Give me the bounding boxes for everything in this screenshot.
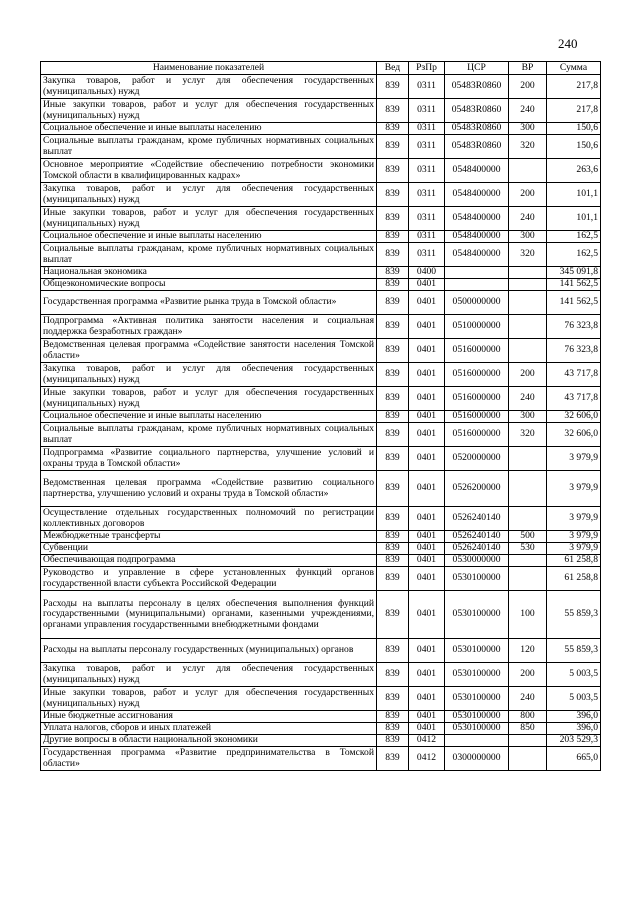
cell-sum: 55 859,3 [547, 639, 601, 663]
cell-rzpr: 0311 [409, 123, 445, 135]
cell-rzpr: 0401 [409, 531, 445, 543]
table-row [41, 543, 601, 555]
cell-sum: 101,1 [547, 183, 601, 207]
cell-name: Иные закупки товаров, работ и услуг для обеспечения государственных (муниципальных) нужд [41, 387, 377, 411]
cell-rzpr: 0401 [409, 411, 445, 423]
cell-ved: 839 [377, 207, 409, 231]
table-row [41, 291, 601, 315]
cell-csr: 0516000000 [445, 411, 509, 423]
cell-csr: 0516000000 [445, 339, 509, 363]
cell-name: Социальное обеспечение и иные выплаты населению [41, 411, 377, 423]
table-row [41, 183, 601, 207]
table-row [41, 267, 601, 279]
cell-vr: 300 [509, 231, 547, 243]
cell-name: Закупка товаров, работ и услуг для обеспечения государственных (муниципальных) нужд [41, 75, 377, 99]
cell-rzpr: 0311 [409, 99, 445, 123]
cell-vr [509, 471, 547, 507]
cell-sum: 396,0 [547, 723, 601, 735]
cell-sum: 61 258,8 [547, 567, 601, 591]
cell-rzpr: 0401 [409, 507, 445, 531]
cell-ved: 839 [377, 183, 409, 207]
cell-sum: 5 003,5 [547, 687, 601, 711]
cell-ved: 839 [377, 567, 409, 591]
cell-csr [445, 735, 509, 747]
cell-name: Общеэкономические вопросы [41, 279, 377, 291]
cell-ved: 839 [377, 387, 409, 411]
cell-vr: 320 [509, 135, 547, 159]
table-row [41, 207, 601, 231]
cell-sum: 150,6 [547, 135, 601, 159]
cell-name: Государственная программа «Развитие предпринимательства в Томской области» [41, 747, 377, 771]
cell-name: Государственная программа «Развитие рынка труда в Томской области» [41, 291, 377, 315]
header-sum: Сумма [547, 62, 601, 75]
cell-ved: 839 [377, 591, 409, 639]
cell-csr: 0516000000 [445, 387, 509, 411]
cell-name: Ведомственная целевая программа «Содействие развитию социального партнерства, улучшению условий и охраны труда в Томской области» [41, 471, 377, 507]
cell-sum: 141 562,5 [547, 291, 601, 315]
cell-name: Субвенции [41, 543, 377, 555]
cell-sum: 61 258,8 [547, 555, 601, 567]
cell-csr: 0526200000 [445, 471, 509, 507]
cell-ved: 839 [377, 747, 409, 771]
cell-rzpr: 0401 [409, 471, 445, 507]
cell-name: Социальные выплаты гражданам, кроме публичных нормативных социальных выплат [41, 423, 377, 447]
cell-sum: 665,0 [547, 747, 601, 771]
cell-vr: 800 [509, 711, 547, 723]
table-row [41, 711, 601, 723]
cell-csr: 0548400000 [445, 183, 509, 207]
cell-vr: 320 [509, 423, 547, 447]
cell-csr: 0530100000 [445, 711, 509, 723]
cell-ved: 839 [377, 687, 409, 711]
cell-rzpr: 0311 [409, 135, 445, 159]
page-number: 240 [558, 36, 578, 51]
cell-rzpr: 0412 [409, 735, 445, 747]
cell-sum: 141 562,5 [547, 279, 601, 291]
cell-rzpr: 0401 [409, 687, 445, 711]
cell-name: Социальные выплаты гражданам, кроме публичных нормативных социальных выплат [41, 135, 377, 159]
cell-ved: 839 [377, 159, 409, 183]
table-row [41, 387, 601, 411]
cell-ved: 839 [377, 543, 409, 555]
cell-sum: 76 323,8 [547, 315, 601, 339]
cell-ved: 839 [377, 231, 409, 243]
cell-name: Уплата налогов, сборов и иных платежей [41, 723, 377, 735]
cell-csr: 0548400000 [445, 243, 509, 267]
cell-vr [509, 507, 547, 531]
cell-sum: 263,6 [547, 159, 601, 183]
cell-vr: 320 [509, 243, 547, 267]
cell-vr [509, 291, 547, 315]
cell-sum: 76 323,8 [547, 339, 601, 363]
cell-csr: 0530100000 [445, 639, 509, 663]
cell-csr: 0530100000 [445, 723, 509, 735]
table-row [41, 231, 601, 243]
cell-sum: 32 606,0 [547, 411, 601, 423]
table-row [41, 663, 601, 687]
cell-rzpr: 0401 [409, 567, 445, 591]
cell-sum: 217,8 [547, 99, 601, 123]
cell-rzpr: 0400 [409, 267, 445, 279]
cell-sum: 162,5 [547, 243, 601, 267]
table-row [41, 555, 601, 567]
cell-sum: 5 003,5 [547, 663, 601, 687]
cell-vr [509, 735, 547, 747]
cell-name: Руководство и управление в сфере установленных функций органов государственной власти субъекта Российской Федерации [41, 567, 377, 591]
cell-vr [509, 315, 547, 339]
cell-sum: 43 717,8 [547, 363, 601, 387]
table-row [41, 507, 601, 531]
cell-ved: 839 [377, 639, 409, 663]
cell-ved: 839 [377, 735, 409, 747]
cell-ved: 839 [377, 423, 409, 447]
cell-rzpr: 0311 [409, 243, 445, 267]
table-body [41, 75, 601, 771]
cell-vr [509, 339, 547, 363]
cell-sum: 3 979,9 [547, 471, 601, 507]
cell-rzpr: 0401 [409, 555, 445, 567]
cell-ved: 839 [377, 507, 409, 531]
cell-vr: 240 [509, 207, 547, 231]
cell-sum: 43 717,8 [547, 387, 601, 411]
table-row [41, 363, 601, 387]
cell-name: Ведомственная целевая программа «Содействие занятости населения Томской области» [41, 339, 377, 363]
cell-vr [509, 267, 547, 279]
table-row [41, 447, 601, 471]
cell-sum: 3 979,9 [547, 507, 601, 531]
cell-csr: 05483R0860 [445, 135, 509, 159]
header-csr: ЦСР [445, 62, 509, 75]
cell-name: Осуществление отдельных государственных полномочий по регистрации коллективных договоров [41, 507, 377, 531]
cell-ved: 839 [377, 339, 409, 363]
cell-vr: 300 [509, 123, 547, 135]
cell-vr: 300 [509, 411, 547, 423]
cell-ved: 839 [377, 411, 409, 423]
cell-csr: 0500000000 [445, 291, 509, 315]
cell-csr: 0548400000 [445, 207, 509, 231]
cell-vr: 200 [509, 183, 547, 207]
cell-vr: 100 [509, 591, 547, 639]
cell-sum: 32 606,0 [547, 423, 601, 447]
cell-csr: 0526240140 [445, 507, 509, 531]
cell-rzpr: 0401 [409, 387, 445, 411]
table-row [41, 567, 601, 591]
table-row [41, 723, 601, 735]
cell-ved: 839 [377, 711, 409, 723]
cell-sum: 101,1 [547, 207, 601, 231]
cell-name: Социальное обеспечение и иные выплаты населению [41, 123, 377, 135]
cell-rzpr: 0311 [409, 75, 445, 99]
header-vr: ВР [509, 62, 547, 75]
cell-csr: 05483R0860 [445, 123, 509, 135]
cell-csr: 0530100000 [445, 567, 509, 591]
cell-csr: 05483R0860 [445, 99, 509, 123]
table-row [41, 75, 601, 99]
cell-ved: 839 [377, 279, 409, 291]
cell-ved: 839 [377, 363, 409, 387]
table-row [41, 123, 601, 135]
cell-sum: 345 091,8 [547, 267, 601, 279]
cell-csr: 0530000000 [445, 555, 509, 567]
cell-ved: 839 [377, 267, 409, 279]
cell-rzpr: 0401 [409, 423, 445, 447]
table-row [41, 639, 601, 663]
cell-rzpr: 0311 [409, 207, 445, 231]
cell-sum: 396,0 [547, 711, 601, 723]
cell-name: Иные закупки товаров, работ и услуг для обеспечения государственных (муниципальных) нужд [41, 207, 377, 231]
cell-vr: 500 [509, 531, 547, 543]
budget-table [40, 61, 601, 771]
cell-rzpr: 0401 [409, 543, 445, 555]
cell-ved: 839 [377, 135, 409, 159]
table-row [41, 99, 601, 123]
table-row [41, 423, 601, 447]
cell-vr: 850 [509, 723, 547, 735]
cell-rzpr: 0401 [409, 663, 445, 687]
cell-name: Подпрограмма «Развитие социального партнерства, улучшение условий и охраны труда в Томской области» [41, 447, 377, 471]
cell-csr: 0530100000 [445, 687, 509, 711]
cell-vr [509, 747, 547, 771]
cell-ved: 839 [377, 555, 409, 567]
table-row [41, 243, 601, 267]
cell-name: Социальное обеспечение и иные выплаты населению [41, 231, 377, 243]
cell-name: Основное мероприятие «Содействие обеспечению потребности экономики Томской области в квалифицированных кадрах» [41, 159, 377, 183]
cell-csr: 0548400000 [445, 231, 509, 243]
table-row [41, 339, 601, 363]
cell-vr: 200 [509, 75, 547, 99]
cell-vr: 200 [509, 363, 547, 387]
table-row [41, 135, 601, 159]
cell-csr: 0300000000 [445, 747, 509, 771]
cell-rzpr: 0401 [409, 639, 445, 663]
cell-vr [509, 555, 547, 567]
cell-sum: 162,5 [547, 231, 601, 243]
cell-vr: 240 [509, 99, 547, 123]
cell-csr: 0516000000 [445, 363, 509, 387]
cell-vr: 530 [509, 543, 547, 555]
cell-name: Обеспечивающая подпрограмма [41, 555, 377, 567]
cell-name: Расходы на выплаты персоналу в целях обеспечения выполнения функций государственными (муниципальными) органами, казенными учреждениями, органами управления государственными внебюджетными фондами [41, 591, 377, 639]
cell-rzpr: 0401 [409, 447, 445, 471]
cell-ved: 839 [377, 315, 409, 339]
cell-rzpr: 0401 [409, 315, 445, 339]
header-name: Наименование показателей [41, 62, 377, 75]
cell-sum: 3 979,9 [547, 447, 601, 471]
cell-rzpr: 0412 [409, 747, 445, 771]
cell-vr [509, 159, 547, 183]
table-row [41, 687, 601, 711]
cell-rzpr: 0401 [409, 279, 445, 291]
cell-name: Иные бюджетные ассигнования [41, 711, 377, 723]
cell-vr: 200 [509, 663, 547, 687]
cell-ved: 839 [377, 723, 409, 735]
cell-csr: 05483R0860 [445, 75, 509, 99]
cell-sum: 3 979,9 [547, 531, 601, 543]
cell-ved: 839 [377, 123, 409, 135]
cell-rzpr: 0311 [409, 159, 445, 183]
cell-csr: 0526240140 [445, 543, 509, 555]
cell-ved: 839 [377, 471, 409, 507]
table-row [41, 735, 601, 747]
cell-name: Иные закупки товаров, работ и услуг для обеспечения государственных (муниципальных) нужд [41, 687, 377, 711]
cell-sum: 217,8 [547, 75, 601, 99]
cell-name: Подпрограмма «Активная политика занятости населения и социальная поддержка безработных граждан» [41, 315, 377, 339]
cell-rzpr: 0401 [409, 291, 445, 315]
header-ved: Вед [377, 62, 409, 75]
cell-csr: 0520000000 [445, 447, 509, 471]
cell-rzpr: 0401 [409, 711, 445, 723]
cell-rzpr: 0401 [409, 363, 445, 387]
cell-sum: 55 859,3 [547, 591, 601, 639]
cell-vr [509, 447, 547, 471]
cell-csr [445, 267, 509, 279]
cell-name: Закупка товаров, работ и услуг для обеспечения государственных (муниципальных) нужд [41, 363, 377, 387]
table-row [41, 591, 601, 639]
cell-vr: 240 [509, 387, 547, 411]
cell-vr: 120 [509, 639, 547, 663]
table-row [41, 279, 601, 291]
table-row [41, 159, 601, 183]
cell-csr: 0516000000 [445, 423, 509, 447]
cell-ved: 839 [377, 75, 409, 99]
cell-name: Другие вопросы в области национальной экономики [41, 735, 377, 747]
table-row [41, 471, 601, 507]
cell-name: Иные закупки товаров, работ и услуг для обеспечения государственных (муниципальных) нужд [41, 99, 377, 123]
header-rzpr: РзПр [409, 62, 445, 75]
cell-csr: 0526240140 [445, 531, 509, 543]
cell-csr: 0530100000 [445, 591, 509, 639]
cell-vr [509, 567, 547, 591]
cell-sum: 150,6 [547, 123, 601, 135]
cell-vr: 240 [509, 687, 547, 711]
table-row [41, 531, 601, 543]
cell-ved: 839 [377, 243, 409, 267]
table-row [41, 747, 601, 771]
cell-rzpr: 0311 [409, 231, 445, 243]
cell-name: Национальная экономика [41, 267, 377, 279]
cell-name: Межбюджетные трансферты [41, 531, 377, 543]
cell-rzpr: 0401 [409, 339, 445, 363]
cell-csr [445, 279, 509, 291]
cell-vr [509, 279, 547, 291]
table-row [41, 411, 601, 423]
cell-csr: 0510000000 [445, 315, 509, 339]
cell-rzpr: 0401 [409, 591, 445, 639]
cell-name: Социальные выплаты гражданам, кроме публичных нормативных социальных выплат [41, 243, 377, 267]
cell-rzpr: 0311 [409, 183, 445, 207]
cell-ved: 839 [377, 447, 409, 471]
cell-csr: 0548400000 [445, 159, 509, 183]
table-row [41, 315, 601, 339]
cell-sum: 3 979,9 [547, 543, 601, 555]
cell-name: Закупка товаров, работ и услуг для обеспечения государственных (муниципальных) нужд [41, 183, 377, 207]
cell-ved: 839 [377, 99, 409, 123]
cell-rzpr: 0401 [409, 723, 445, 735]
cell-ved: 839 [377, 531, 409, 543]
table-header-row [41, 62, 601, 75]
cell-name: Закупка товаров, работ и услуг для обеспечения государственных (муниципальных) нужд [41, 663, 377, 687]
cell-csr: 0530100000 [445, 663, 509, 687]
cell-name: Расходы на выплаты персоналу государственных (муниципальных) органов [41, 639, 377, 663]
cell-ved: 839 [377, 663, 409, 687]
cell-sum: 203 529,3 [547, 735, 601, 747]
cell-ved: 839 [377, 291, 409, 315]
